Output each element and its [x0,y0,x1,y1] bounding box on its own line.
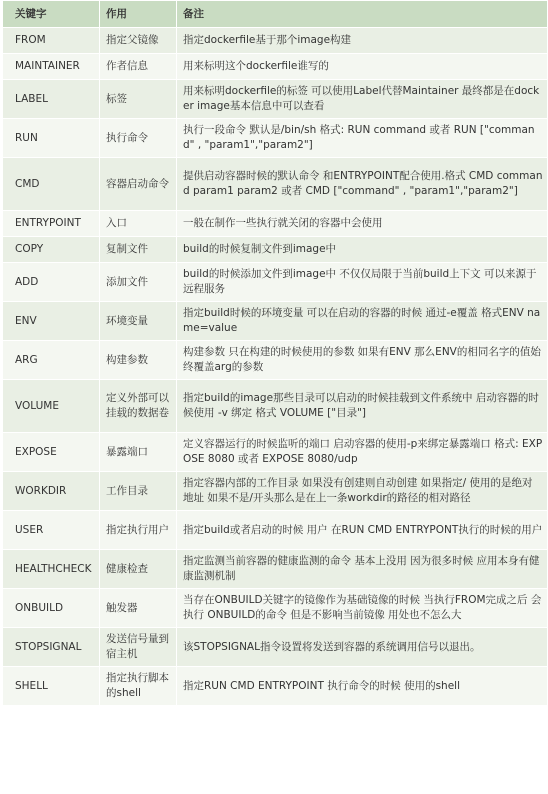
purpose-cell: 作者信息 [100,54,177,80]
purpose-cell: 健康检查 [100,550,177,589]
note-cell: build的时候添加文件到image中 不仅仅局限于当前build上下文 可以来源于远程服务 [177,263,548,302]
table-row [3,119,548,158]
table-row [3,302,548,341]
keyword-cell: VOLUME [3,380,100,433]
note-cell: 指定build的image那些目录可以启动的时候挂载到文件系统中 启动容器的时候使用 -v 绑定 格式 VOLUME ["目录"] [177,380,548,433]
table-row [3,511,548,550]
note-cell: 当存在ONBUILD关键字的镜像作为基础镜像的时候 当执行FROM完成之后 会执行 ONBUILD的命令 但是不影响当前镜像 用处也不怎么大 [177,589,548,628]
header-note: 备注 [177,1,548,28]
purpose-cell: 工作目录 [100,472,177,511]
note-cell: build的时候复制文件到image中 [177,237,548,263]
note-cell: 指定监测当前容器的健康监测的命令 基本上没用 因为很多时候 应用本身有健康监测机制 [177,550,548,589]
table-row [3,380,548,433]
table-row [3,628,548,667]
note-cell: 用来标明这个dockerfile谁写的 [177,54,548,80]
keyword-cell: CMD [3,158,100,211]
keyword-cell: ENV [3,302,100,341]
purpose-cell: 标签 [100,80,177,119]
keyword-cell: USER [3,511,100,550]
table-body [3,28,548,706]
purpose-cell: 指定父镜像 [100,28,177,54]
header-purpose: 作用 [100,1,177,28]
purpose-cell: 发送信号量到宿主机 [100,628,177,667]
note-cell: 用来标明dockerfile的标签 可以使用Label代替Maintainer 最终都是在docker image基本信息中可以查看 [177,80,548,119]
table-row [3,28,548,54]
keyword-cell: LABEL [3,80,100,119]
note-cell: 指定build时候的环境变量 可以在启动的容器的时候 通过-e覆盖 格式ENV name=value [177,302,548,341]
table-row [3,211,548,237]
table-row [3,341,548,380]
table-row [3,667,548,706]
table-row [3,158,548,211]
note-cell: 指定build或者启动的时候 用户 在RUN CMD ENTRYPONT执行的时候的用户 [177,511,548,550]
table-row [3,433,548,472]
keyword-cell: STOPSIGNAL [3,628,100,667]
note-cell: 定义容器运行的时候监听的端口 启动容器的使用-p来绑定暴露端口 格式: EXPOSE 8080 或者 EXPOSE 8080/udp [177,433,548,472]
note-cell: 执行一段命令 默认是/bin/sh 格式: RUN command 或者 RUN ["command" , "param1","param2"] [177,119,548,158]
table-row [3,589,548,628]
note-cell: 构建参数 只在构建的时候使用的参数 如果有ENV 那么ENV的相同名字的值始终覆盖arg的参数 [177,341,548,380]
purpose-cell: 复制文件 [100,237,177,263]
keyword-cell: ENTRYPOINT [3,211,100,237]
purpose-cell: 构建参数 [100,341,177,380]
keyword-cell: RUN [3,119,100,158]
purpose-cell: 触发器 [100,589,177,628]
note-cell: 该STOPSIGNAL指令设置将发送到容器的系统调用信号以退出。 [177,628,548,667]
dockerfile-keyword-table [2,0,548,706]
keyword-cell: FROM [3,28,100,54]
keyword-cell: ONBUILD [3,589,100,628]
table-row [3,237,548,263]
table-row [3,263,548,302]
table-header [3,1,548,28]
keyword-cell: HEALTHCHECK [3,550,100,589]
keyword-cell: COPY [3,237,100,263]
table-row [3,550,548,589]
note-cell: 指定dockerfile基于那个image构建 [177,28,548,54]
note-cell: 指定RUN CMD ENTRYPOINT 执行命令的时候 使用的shell [177,667,548,706]
purpose-cell: 暴露端口 [100,433,177,472]
purpose-cell: 指定执行用户 [100,511,177,550]
header-row [3,1,548,28]
purpose-cell: 入口 [100,211,177,237]
keyword-cell: EXPOSE [3,433,100,472]
table-row [3,472,548,511]
header-keyword: 关键字 [3,1,100,28]
purpose-cell: 容器启动命令 [100,158,177,211]
purpose-cell: 定义外部可以挂载的数据卷 [100,380,177,433]
purpose-cell: 环境变量 [100,302,177,341]
keyword-cell: SHELL [3,667,100,706]
note-cell: 指定容器内部的工作目录 如果没有创建则自动创建 如果指定/ 使用的是绝对地址 如果不是/开头那么是在上一条workdir的路径的相对路径 [177,472,548,511]
note-cell: 提供启动容器时候的默认命令 和ENTRYPOINT配合使用.格式 CMD command param1 param2 或者 CMD ["command" , "param1","param2"] [177,158,548,211]
keyword-cell: WORKDIR [3,472,100,511]
table-row [3,54,548,80]
purpose-cell: 指定执行脚本的shell [100,667,177,706]
keyword-cell: MAINTAINER [3,54,100,80]
purpose-cell: 执行命令 [100,119,177,158]
note-cell: 一般在制作一些执行就关闭的容器中会使用 [177,211,548,237]
keyword-cell: ADD [3,263,100,302]
purpose-cell: 添加文件 [100,263,177,302]
table-row [3,80,548,119]
keyword-cell: ARG [3,341,100,380]
